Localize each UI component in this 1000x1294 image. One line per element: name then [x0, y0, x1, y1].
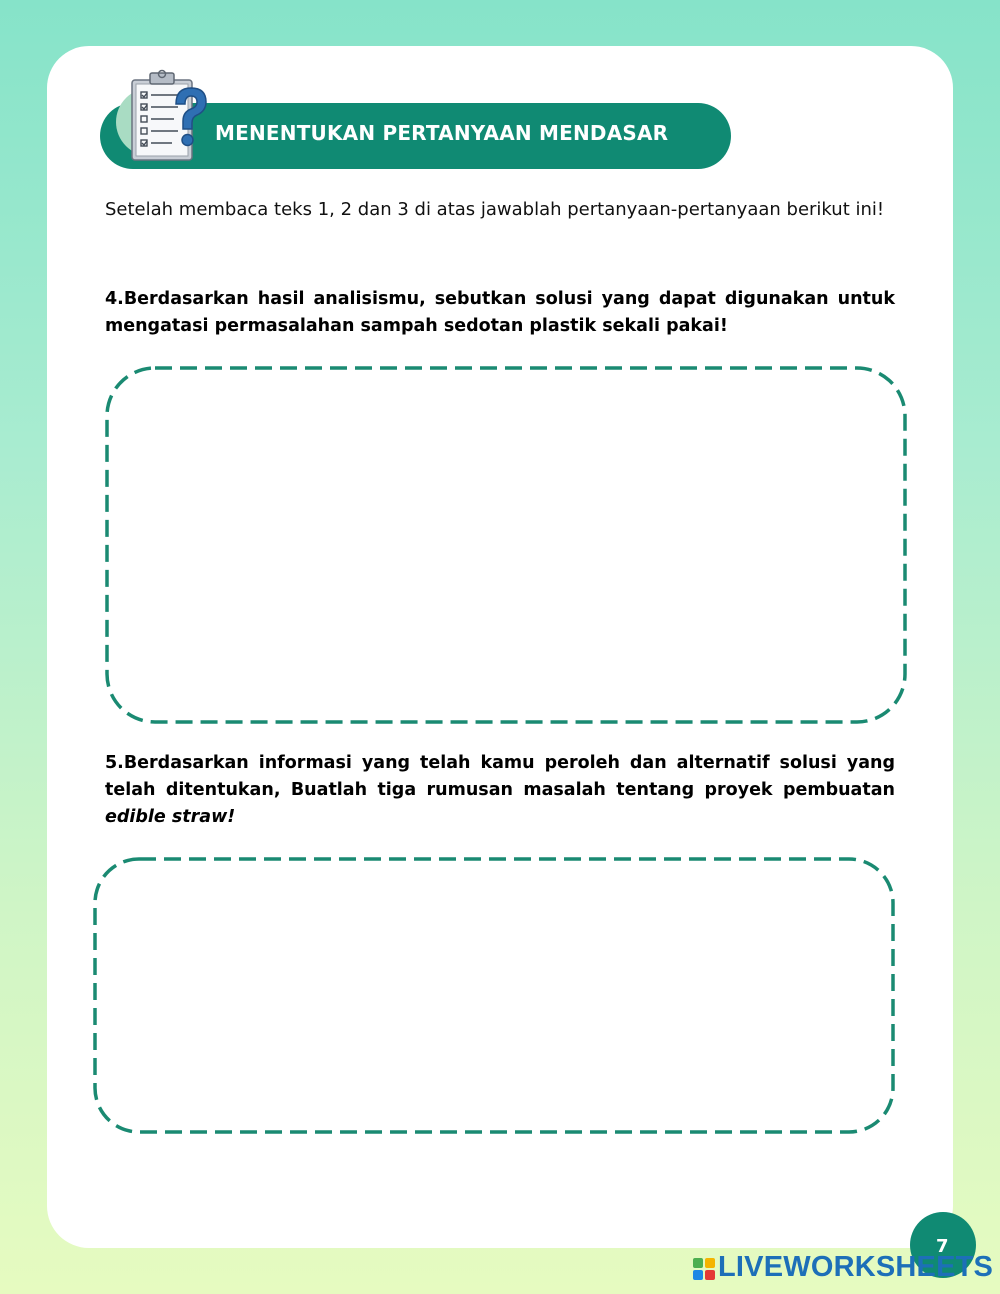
instruction-text: Setelah membaca teks 1, 2 dan 3 di atas jawablah pertanyaan-pertanyaan berikut ini! — [105, 199, 885, 220]
section-title: MENENTUKAN PERTANYAAN MENDASAR — [215, 121, 669, 145]
answer-box-5[interactable] — [92, 856, 896, 1135]
question-5-emphasis: edible straw! — [105, 807, 236, 827]
question-5-text: 5.Berdasarkan informasi yang telah kamu peroleh dan alternatif solusi yang telah ditentukan, Buatlah tiga rumusan masalah tentang proyek pembuatan — [105, 753, 895, 800]
question-5 — [105, 750, 895, 831]
liveworksheets-logo-icon — [693, 1258, 715, 1280]
question-4: 4.Berdasarkan hasil analisismu, sebutkan solusi yang dapat digunakan untuk mengatasi permasalahan sampah sedotan plastik sekali pakai! — [105, 289, 895, 336]
page-number: 7 — [936, 1236, 949, 1257]
liveworksheets-brand[interactable]: LIVEWORKSHEETS — [718, 1251, 994, 1283]
clipboard-question-icon — [112, 64, 216, 168]
answer-box-4[interactable] — [104, 365, 908, 725]
